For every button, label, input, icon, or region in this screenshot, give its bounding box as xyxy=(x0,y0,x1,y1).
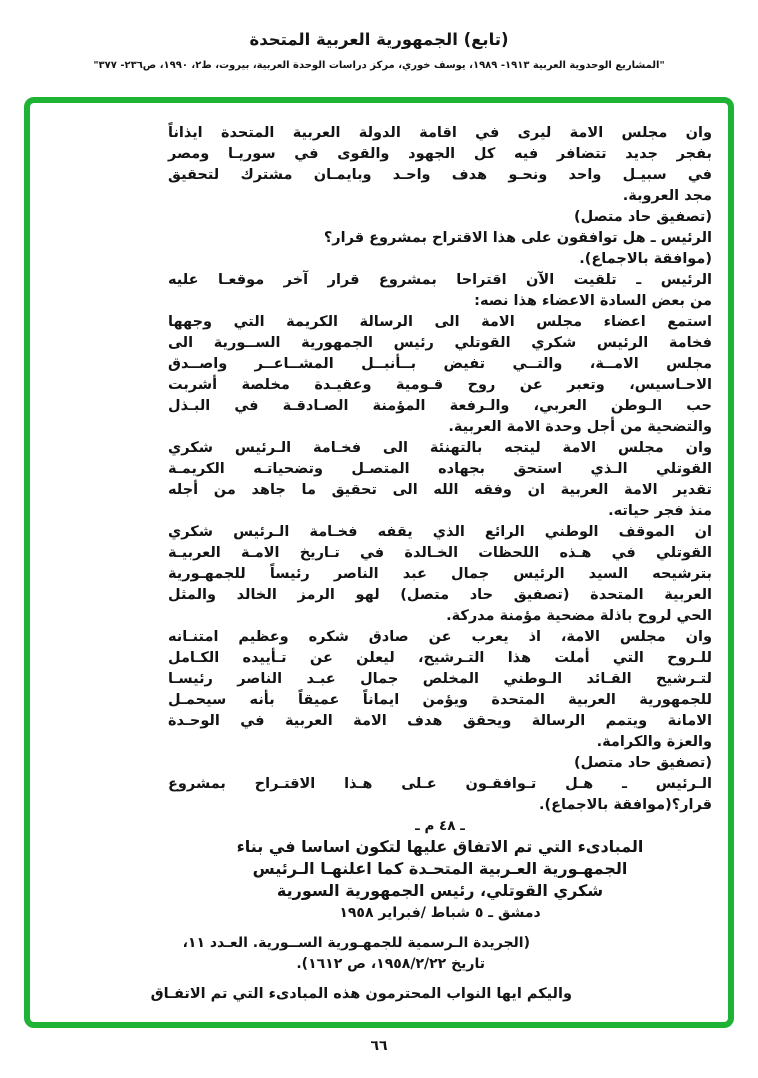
text-line: واليكم ايها النواب المحترمون هذه المبادىء التي تم الاتفـاق xyxy=(150,986,572,1002)
text-line: وان مجلس الامة ليرى في اقامة الدولة العربية المتحدة ايذاناً xyxy=(168,125,712,141)
section-heading-line: الجمهـورية العـربية المتحـدة كما اعلنهـا الـرئيس xyxy=(252,859,628,878)
text-line: لتـرشيح القـائد الـوطني المخلص جمال عبـد الناصر رئيسـا xyxy=(168,671,712,687)
citation-line: تاريخ ١٩٥٨/٢/٢٢، ص ١٦١٢). xyxy=(296,956,485,972)
citation-line: (الجريدة الـرسمية للجمهـورية الســورية. العـدد ١١، xyxy=(182,935,530,951)
page-number: ٦٦ xyxy=(370,1038,388,1054)
text-line: والتضحية من أجل وحدة الامة العربية. xyxy=(448,419,712,435)
text-line: (تصفيق حاد متصل) xyxy=(574,209,712,225)
document-text xyxy=(150,123,712,1005)
text-line: بترشيحه السيد الرئيس جمال عبد الناصر رئيساً للجمهـورية xyxy=(168,566,712,582)
text-line: الحي لروح باذلة مضحية مؤمنة مدركة. xyxy=(446,608,712,624)
text-line: للجمهورية العربية المتحدة ويؤمن ايماناً عميقاً بأنه سيحمـل xyxy=(168,692,712,708)
text-line: الاحـاسيس، وتعبر عن روح قـومية وعقيـدة مخلصة أشربت xyxy=(168,377,712,393)
text-line: قرار؟(موافقة بالاجماع). xyxy=(538,797,712,813)
source-citation: "المشاريع الوحدوية العربية ١٩١٣- ١٩٨٩، يوسف خوري، مركز دراسات الوحدة العربية، بيروت، ط٢، ١٩٩٠، ص٢٣٦- ٣٧٧" xyxy=(93,60,665,71)
text-line: (موافقة بالاجماع). xyxy=(579,251,712,267)
text-line: استمع اعضاء مجلس الامة الى الرسالة الكريمة التي وجهها xyxy=(168,314,712,330)
text-line: الرئيس ـ هل توافقون على هذا الاقتراح بمشروع قرار؟ xyxy=(323,230,712,246)
text-line: منذ فجر حياته. xyxy=(608,503,712,519)
section-heading-line: المبادىء التي تم الاتفاق عليها لتكون اساسا في بناء xyxy=(236,837,644,856)
text-line: في سبيـل واحد ونحـو هدف واحـد وبايمـان مشترك لتحقيق xyxy=(168,167,712,183)
text-line: الـرئيس ـ هـل تـوافقـون عـلى هـذا الاقتـراح بمشروع xyxy=(168,776,712,792)
date-line: دمشق ـ ٥ شباط /فبراير ١٩٥٨ xyxy=(339,905,541,921)
text-line: ان الموقف الوطني الرائع الذي يقفه فخـامة الـرئيس شكري xyxy=(168,524,712,540)
text-line: للـروح التي أملت هذا التـرشيح، ليعلن عن تـأييده الكـامل xyxy=(168,650,712,666)
text-line: وان مجلس الامة، اذ يعرب عن صادق شكره وعظيم امتنـانه xyxy=(168,629,712,645)
text-line: (تصفيق حاد متصل) xyxy=(574,755,712,771)
text-line: مجد العروبة. xyxy=(622,188,712,204)
section-number: ـ ٤٨ م ـ xyxy=(415,818,465,834)
text-line: القوتلي الـذي استحق بجهاده المتصـل وتضحياتـه الكريمـة xyxy=(168,461,712,477)
text-line: الرئيس ـ تلقيت الآن اقتراحا بمشروع قرار آخر موقعـا عليه xyxy=(168,272,712,288)
text-line: تقدير الامة العربية ان وفقه الله الى تحقيق ما جاهد من أجله xyxy=(168,482,712,498)
text-line: وان مجلس الامة ليتجه بالتهنئة الى فخـامة الـرئيس شكري xyxy=(168,440,712,456)
text-line: حب الـوطن العربي، والـرفعة المؤمنة الصـادقـة في البـذل xyxy=(168,398,712,414)
text-line: القوتلي في هـذه اللحظات الخـالدة في تـاريخ الامـة العربيـة xyxy=(168,545,712,561)
text-line: فخامة الرئيس شكري القوتلي رئيس الجمهورية الســورية الى xyxy=(168,335,712,351)
text-line: من بعض السادة الاعضاء هذا نصه: xyxy=(474,293,712,309)
text-line: بفجر جديد تتضافر فيه كل الجهود والقوى في سوريـا ومصر xyxy=(168,146,712,162)
highlight-border-box xyxy=(24,97,734,1028)
page-title: (تابع) الجمهورية العربية المتحدة xyxy=(249,30,509,49)
text-line: الامانة ويتمم الرسالة ويحقق هدف الامة العربية في الوحـدة xyxy=(168,713,712,729)
text-line: العربية المتحدة (تصفيق حاد متصل) لهو الرمز الخالد والمثل xyxy=(168,587,712,603)
text-line: والعزة والكرامة. xyxy=(596,734,712,750)
section-heading-line: شكري القوتلي، رئيس الجمهورية السورية xyxy=(276,881,604,900)
text-line: مجلس الامــة، والتــي تفيض بــأنبــل المشــاعــر واصــدق xyxy=(168,356,712,372)
